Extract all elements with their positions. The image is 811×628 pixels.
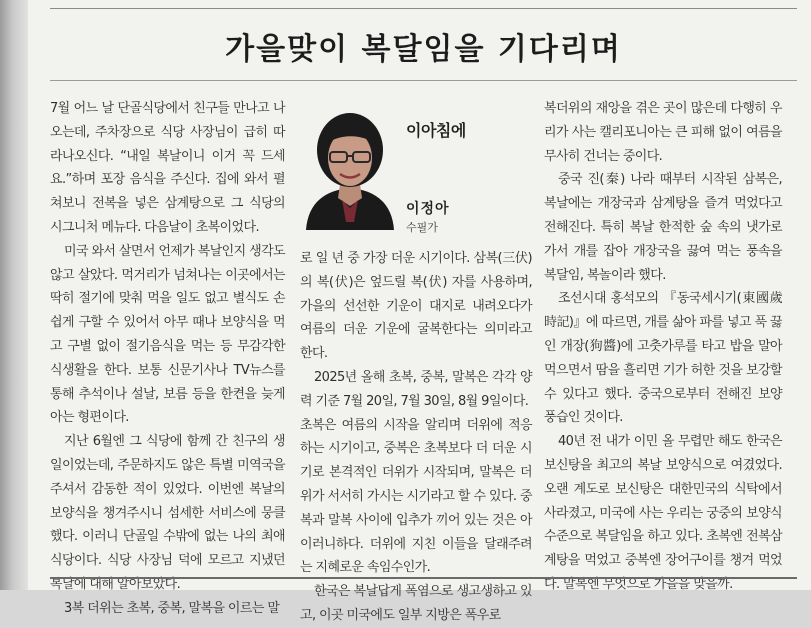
author-name: 이정아	[406, 201, 450, 217]
paragraph: 조선시대 홍석모의 『동국세시기(東國歲時記)』에 따르면, 개를 삶아 파를 넣고 푹 끓인 개장(狗醬)에 고춧가루를 타고 밥을 말아먹으면서 땀을 흘리면 기가 허한 것을 보강할 수 있다고 했다. 중국으로부터 전해진 보양 풍습인 것이다.	[544, 291, 782, 426]
headline: 가을맞이 복달임을 기다리며	[225, 32, 622, 67]
paragraph: 3복 더위는 초복, 중복, 말복을 이르는 말	[64, 600, 280, 616]
bottom-rule	[50, 577, 797, 579]
byline-box	[300, 98, 532, 236]
top-rule	[50, 8, 797, 9]
paragraph: 초복은 여름의 시작을 알리며 더위에 적응하는 시기이고, 중복은 초복보다 더 더운 시기로 본격적인 더위가 시작되며, 말복은 더위가 서서히 가시는 시기라고 할 수 있다. 중복과 말복 사이에 입추가 끼어 있는 것은 아이러니하다. 더위에 지친 이들을 달래주려는 지혜로운 속임수인가.	[300, 417, 532, 576]
paragraph: 한국은 복날답게 폭염으로 생고생하고 있고, 이곳 미국에도 일부 지방은 폭우로	[300, 584, 532, 623]
paragraph: 복더위의 재앙을 겪은 곳이 많은데 다행히 우리가 사는 캘리포니아는 큰 피해 없이 여름을 무사히 건너는 중이다.	[544, 101, 782, 164]
paragraph: 2025년 올해 초복, 중복, 말복은 각각 양력 기준 7월 20일, 7월 30일, 8월 9일이다.	[300, 369, 532, 409]
paragraph: 로 일 년 중 가장 더운 시기이다. 삼복(三伏)의 복(伏)은 엎드릴 복(伏) 자를 사용하며, 가을의 선선한 기운이 대지로 내려오다가 여름의 더운 기운에 굴복한다는 의미라고 한다.	[300, 251, 532, 362]
article-column-1	[50, 97, 285, 621]
paragraph: 지난 6월엔 그 식당에 함께 간 친구의 생일이었는데, 주문하지도 않은 특별 미역국을 주셔서 감동한 적이 있었다. 이번엔 복날의 보양식을 챙겨주시니 섬세한 서비스에 뭉클했다. 이러니 단골일 수밖에 없는 나의 최애식당이다. 식당 사장님 덕에 모르고 지냈던 복날에 대해 알아보았다.	[50, 434, 285, 592]
headline-rule	[50, 80, 797, 81]
article-column-3	[544, 97, 782, 597]
paragraph: 중국 진(秦) 나라 때부터 시작된 삼복은, 복날에는 개장국과 삼계탕을 즐겨 먹었다고 전해진다. 특히 복날 한적한 숲 속의 냇가로 가서 개를 잡아 개장국을 끓여 먹는 풍속을 복달임, 복놀이라 했다.	[544, 172, 782, 283]
author-role: 수필가	[406, 221, 438, 234]
article-column-2	[300, 247, 532, 628]
paragraph: 40년 전 내가 이민 올 무렵만 해도 한국은 보신탕을 최고의 복날 보양식으로 여겼었다. 오랜 계도로 보신탕은 대한민국의 식탁에서 사라졌고, 미국에 사는 우리는 궁중의 보양식 수준으로 복달임을 하고 있다. 초복엔 전복삼계탕을 먹었고 중복엔 장어구이를 챙겨 먹었다. 말복엔 무엇으로 가을을 맞을까.	[544, 434, 782, 592]
paragraph: 7월 어느 날 단골식당에서 친구들 만나고 나오는데, 주차장으로 식당 사장님이 급히 따라나오신다. “내일 복날이니 이거 꼭 드세요.”하며 포장 음식을 주신다. 집에 와서 펼쳐보니 전복을 넣은 삼계탕으로 그 식당의 시그니처 메뉴다. 다음날이 초복이었다.	[50, 101, 285, 235]
paragraph: 미국 와서 살면서 언제가 복날인지 생각도 않고 살았다. 먹거리가 넘쳐나는 이곳에서는 딱히 절기에 맞춰 먹을 일도 없고 별식도 손쉽게 구할 수 있어서 아무 때나 보양식을 먹고 구별 없이 절기음식을 먹는 등 무감각한 식생활을 한다. 보통 신문기사나 TV뉴스를 통해 추석이나 설날, 보름 등을 한켠을 늦게 아는 형편이다.	[50, 243, 285, 426]
page-spine-shadow	[0, 0, 28, 590]
column-name: 이아침에	[406, 121, 466, 140]
author-photo	[300, 98, 400, 230]
